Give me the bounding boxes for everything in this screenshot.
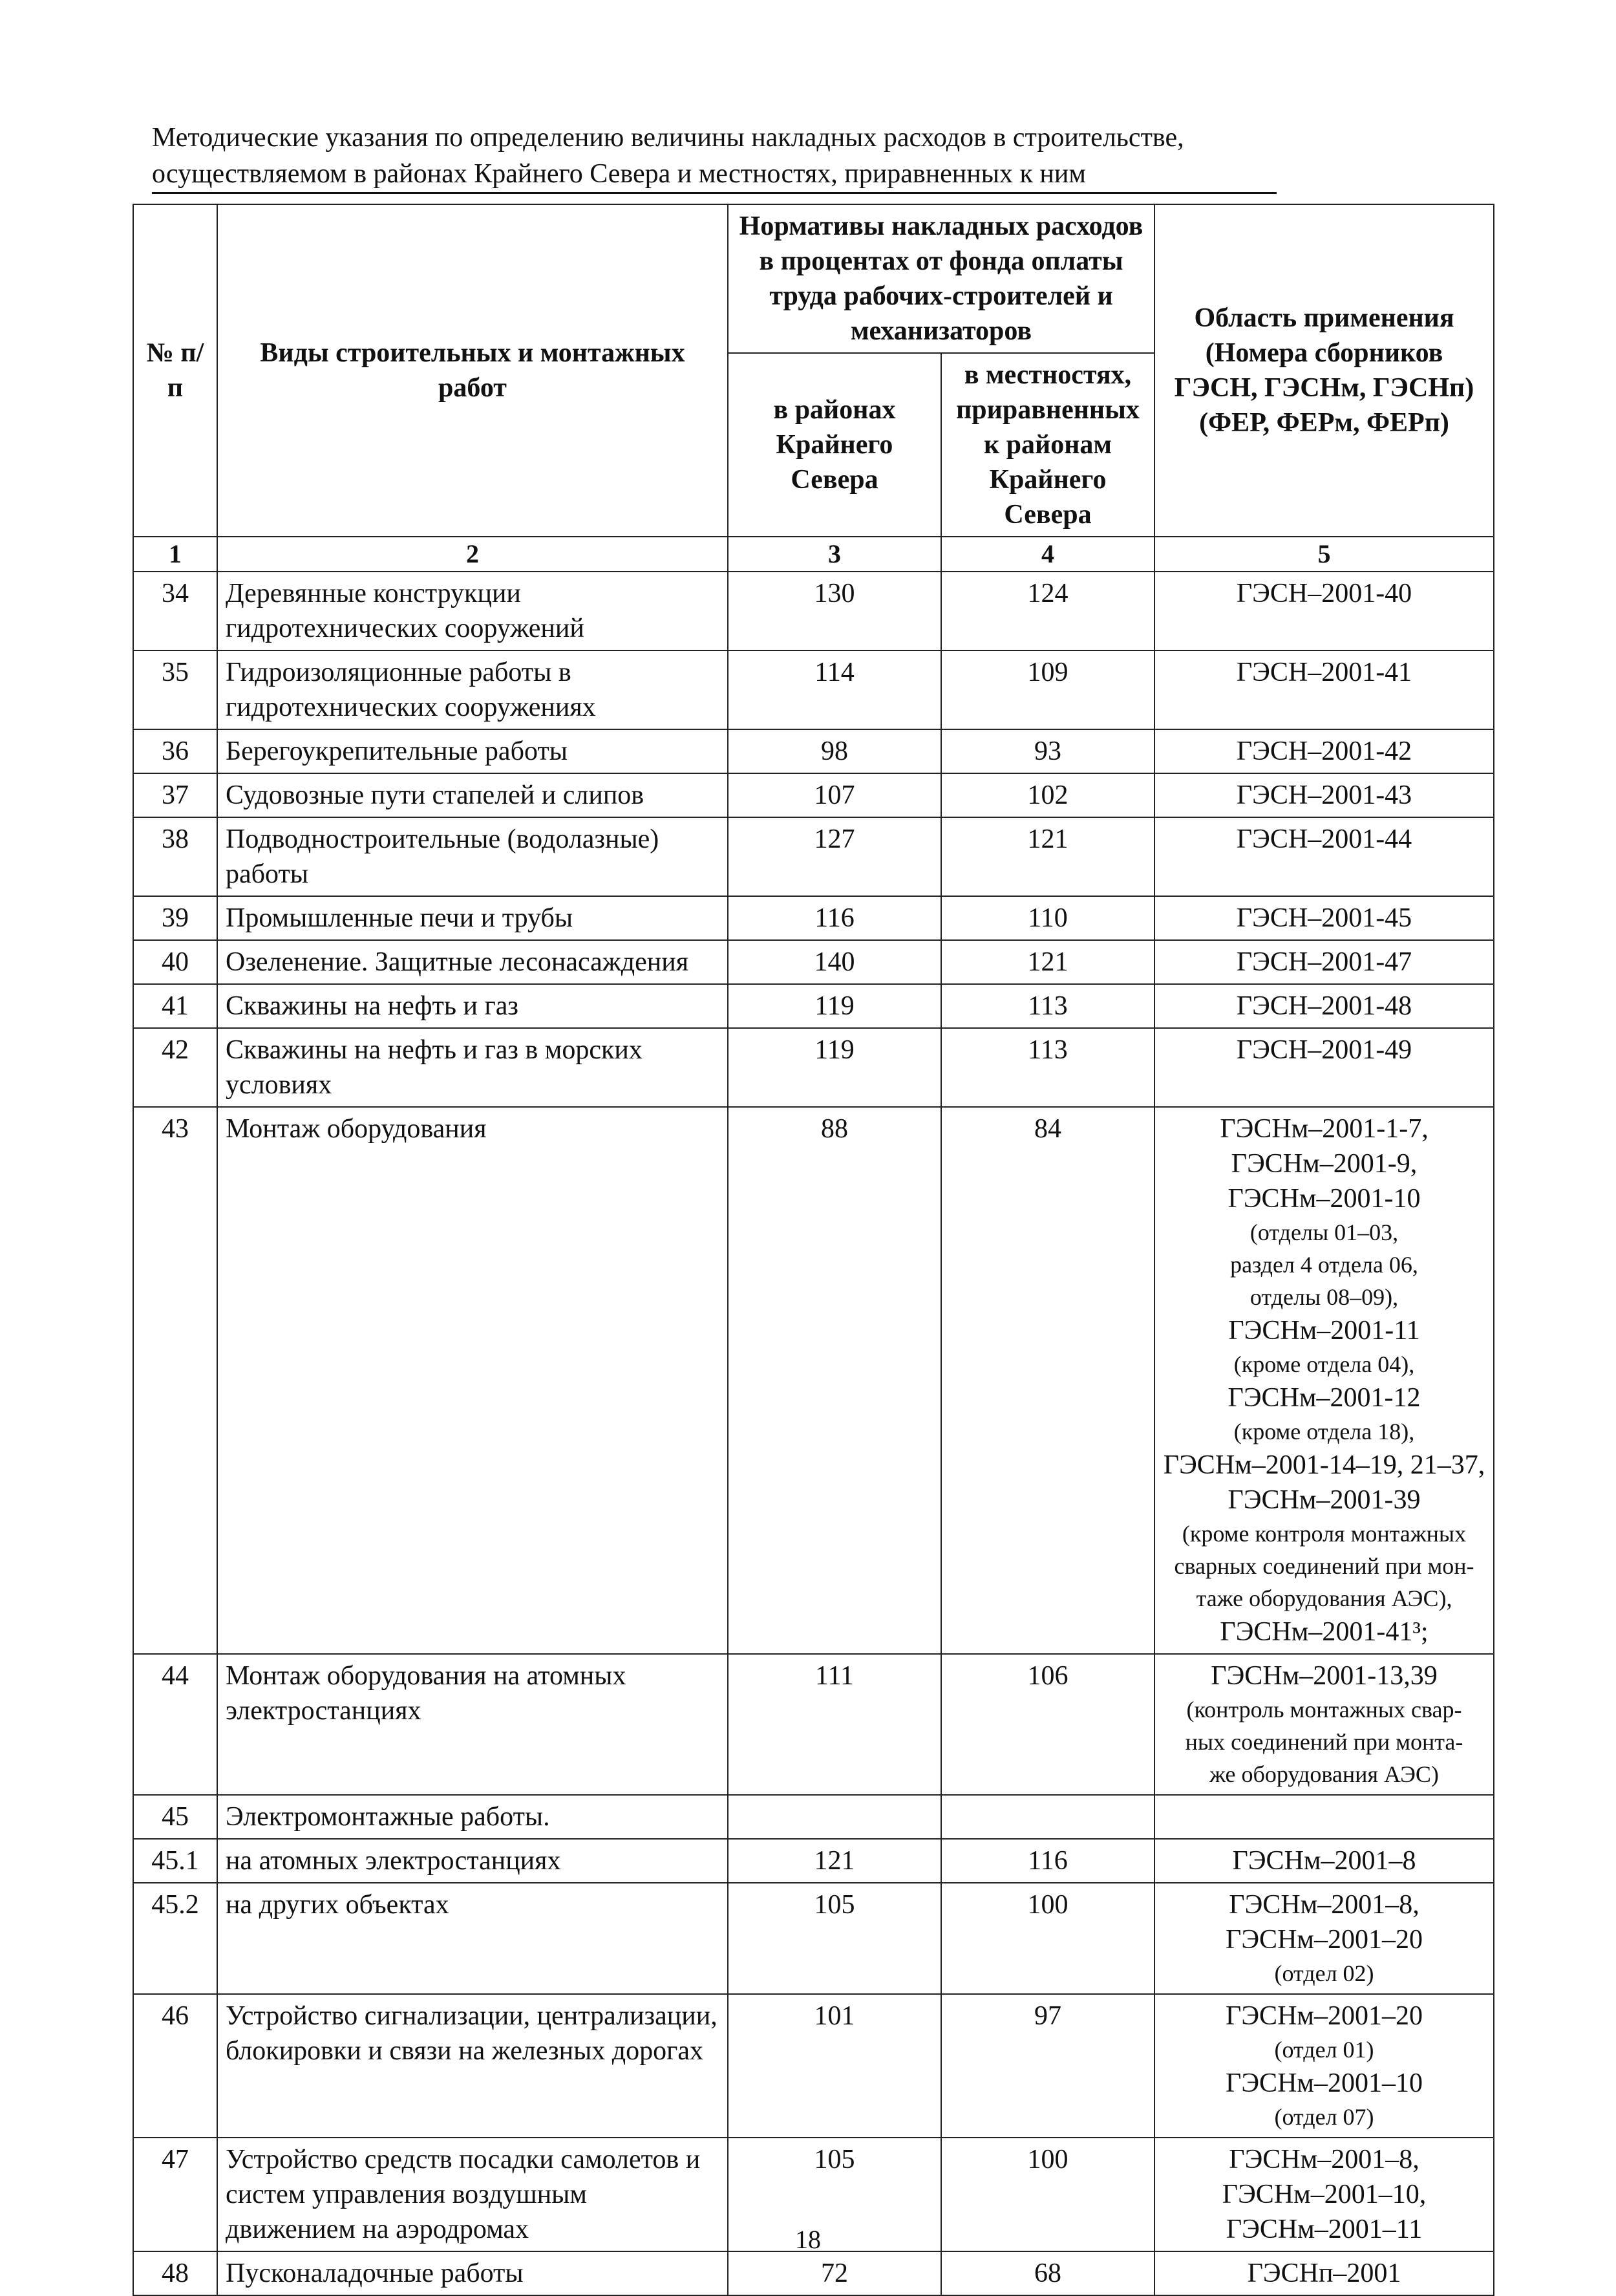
row-number: 45.2 (133, 1883, 217, 1994)
scope-line: ГЭСНм–2001-41³; (1220, 1617, 1429, 1647)
work-kind: на других объектах (217, 1883, 728, 1994)
scope-line: ГЭСН–2001-45 (1236, 903, 1412, 933)
column-number: 1 (133, 537, 217, 572)
scope-line: ГЭСНм–2001-12 (1228, 1383, 1421, 1413)
norm-equal: 84 (941, 1107, 1154, 1654)
table-row (133, 2251, 1494, 2295)
scope-cell (1154, 1795, 1494, 1839)
scope-line: ГЭСНм–2001–20 (1226, 2001, 1423, 2031)
scope-line: ГЭСНм–2001-14–19, 21–37, (1163, 1450, 1485, 1480)
table-row (133, 572, 1494, 650)
norm-north: 107 (728, 773, 941, 817)
norm-north: 105 (728, 2138, 941, 2251)
scope-line: ГЭСНм–2001–10, (1222, 2180, 1427, 2209)
row-number: 35 (133, 650, 217, 729)
work-kind: Устройство сигнализации, централизации, блокировки и связи на железных дорогах (217, 1994, 728, 2138)
header-scope: Область применения (Номера сборников ГЭСН, ГЭСНм, ГЭСНп) (ФЕР, ФЕРм, ФЕРп) (1154, 204, 1494, 537)
norm-north: 140 (728, 940, 941, 984)
scope-line: отделы 08–09), (1249, 1284, 1399, 1310)
work-kind: Промышленные печи и трубы (217, 896, 728, 940)
scope-line: (контроль монтажных свар- (1186, 1697, 1462, 1722)
work-kind: Гидроизоляционные работы в гидротехнических сооружениях (217, 650, 728, 729)
table-row (133, 940, 1494, 984)
scope-line: ГЭСНм–2001–8 (1232, 1846, 1416, 1876)
norm-equal: 97 (941, 1994, 1154, 2138)
scope-line: (отдел 07) (1274, 2104, 1374, 2130)
norm-north: 111 (728, 1654, 941, 1795)
work-kind: Монтаж оборудования (217, 1107, 728, 1654)
row-number: 43 (133, 1107, 217, 1654)
scope-line: ГЭСН–2001-47 (1236, 947, 1412, 977)
document-header (152, 120, 1277, 194)
norm-equal: 106 (941, 1654, 1154, 1795)
table-row (133, 729, 1494, 773)
scope-line: сварных соединений при мон- (1174, 1553, 1474, 1579)
norm-north (728, 1795, 941, 1839)
scope-cell (1154, 572, 1494, 650)
scope-line: ГЭСНп–2001 (1247, 2258, 1401, 2288)
scope-line: ГЭСНм–2001-11 (1228, 1316, 1420, 1346)
scope-cell (1154, 650, 1494, 729)
norm-north: 98 (728, 729, 941, 773)
norm-equal: 116 (941, 1839, 1154, 1883)
norm-equal: 102 (941, 773, 1154, 817)
header-norms: Нормативы накладных расходов в процентах от фонда оплаты труда рабочих-строителей и механизаторов (728, 204, 1154, 353)
header-north: в районах Крайнего Севера (728, 353, 941, 537)
table-row (133, 1883, 1494, 1994)
row-number: 46 (133, 1994, 217, 2138)
norm-equal: 124 (941, 572, 1154, 650)
scope-line: ных соединений при монта- (1185, 1729, 1463, 1755)
scope-line: ГЭСН–2001-44 (1236, 824, 1412, 854)
row-number: 41 (133, 984, 217, 1028)
norm-equal: 100 (941, 2138, 1154, 2251)
table-row (133, 896, 1494, 940)
norm-equal: 110 (941, 896, 1154, 940)
scope-line: ГЭСНм–2001–20 (1226, 1925, 1423, 1955)
scope-cell (1154, 729, 1494, 773)
row-number: 40 (133, 940, 217, 984)
scope-line: ГЭСНм–2001-10 (1228, 1184, 1421, 1214)
norm-north: 119 (728, 984, 941, 1028)
norm-north: 119 (728, 1028, 941, 1107)
scope-line: ГЭСН–2001-40 (1236, 579, 1412, 608)
row-number: 44 (133, 1654, 217, 1795)
column-number: 4 (941, 537, 1154, 572)
scope-line: ГЭСНм–2001-1-7, (1220, 1114, 1429, 1144)
row-number: 34 (133, 572, 217, 650)
work-kind: на атомных электростанциях (217, 1839, 728, 1883)
header-line-2: осуществляемом в районах Крайнего Севера и местностях, приравненных к ним (152, 156, 1277, 194)
scope-cell (1154, 896, 1494, 940)
scope-line: ГЭСН–2001-49 (1236, 1035, 1412, 1065)
scope-line: ГЭСНм–2001–8, (1229, 1890, 1419, 1920)
norm-equal: 109 (941, 650, 1154, 729)
scope-line: (кроме отдела 18), (1233, 1419, 1415, 1444)
table-row (133, 773, 1494, 817)
scope-line: ГЭСН–2001-41 (1236, 658, 1412, 687)
scope-line: ГЭСН–2001-43 (1236, 780, 1412, 810)
table-row (133, 984, 1494, 1028)
scope-cell (1154, 940, 1494, 984)
work-kind: Скважины на нефть и газ (217, 984, 728, 1028)
row-number: 38 (133, 817, 217, 896)
row-number: 42 (133, 1028, 217, 1107)
scope-line: ГЭСНм–2001-9, (1231, 1149, 1418, 1179)
table-row (133, 1107, 1494, 1654)
row-number: 39 (133, 896, 217, 940)
scope-cell (1154, 1883, 1494, 1994)
norm-north: 121 (728, 1839, 941, 1883)
norm-north: 130 (728, 572, 941, 650)
scope-cell (1154, 1107, 1494, 1654)
scope-cell (1154, 1994, 1494, 2138)
scope-line: (кроме контроля монтажных (1182, 1521, 1467, 1547)
work-kind: Озеленение. Защитные лесонасаждения (217, 940, 728, 984)
norm-north: 72 (728, 2251, 941, 2295)
scope-cell (1154, 1028, 1494, 1107)
table-row (133, 1654, 1494, 1795)
norm-equal: 93 (941, 729, 1154, 773)
scope-line: раздел 4 отдела 06, (1230, 1252, 1418, 1278)
row-number: 36 (133, 729, 217, 773)
table-body (133, 572, 1494, 2295)
scope-line: ГЭСНм–2001–11 (1226, 2215, 1423, 2244)
header-num: № п/п (133, 204, 217, 537)
norm-north: 116 (728, 896, 941, 940)
header-line-1: Методические указания по определению величины накладных расходов в строительстве, (152, 123, 1184, 153)
row-number: 45 (133, 1795, 217, 1839)
norm-equal: 100 (941, 1883, 1154, 1994)
work-kind: Пусконаладочные работы (217, 2251, 728, 2295)
norm-north: 127 (728, 817, 941, 896)
norm-equal (941, 1795, 1154, 1839)
scope-cell (1154, 817, 1494, 896)
row-number: 45.1 (133, 1839, 217, 1883)
header-kind: Виды строительных и монтажных работ (217, 204, 728, 537)
column-number: 3 (728, 537, 941, 572)
work-kind: Судовозные пути стапелей и слипов (217, 773, 728, 817)
work-kind: Монтаж оборудования на атомных электростанциях (217, 1654, 728, 1795)
row-number: 47 (133, 2138, 217, 2251)
scope-line: ГЭСН–2001-42 (1236, 736, 1412, 766)
row-number: 48 (133, 2251, 217, 2295)
column-number: 2 (217, 537, 728, 572)
scope-line: (кроме отдела 04), (1233, 1351, 1415, 1377)
work-kind: Скважины на нефть и газ в морских условиях (217, 1028, 728, 1107)
table-row (133, 1795, 1494, 1839)
work-kind: Подводностроительные (водолазные) работы (217, 817, 728, 896)
norm-north: 114 (728, 650, 941, 729)
scope-cell (1154, 984, 1494, 1028)
norm-equal: 113 (941, 1028, 1154, 1107)
table-row (133, 650, 1494, 729)
scope-line: ГЭСН–2001-48 (1236, 991, 1412, 1021)
page-number: 18 (795, 2225, 821, 2254)
scope-line: ГЭСНм–2001–10 (1226, 2068, 1423, 2098)
overhead-norms-table (133, 204, 1494, 2296)
scope-cell (1154, 1839, 1494, 1883)
table-row (133, 1028, 1494, 1107)
scope-line: ГЭСНм–2001–8, (1229, 2145, 1419, 2174)
scope-cell (1154, 1654, 1494, 1795)
scope-line: же оборудования АЭС) (1209, 1761, 1439, 1787)
work-kind: Устройство средств посадки самолетов и систем управления воздушным движением на аэродромах (217, 2138, 728, 2251)
column-number-row (133, 537, 1494, 572)
table-row (133, 1994, 1494, 2138)
row-number: 37 (133, 773, 217, 817)
scope-line: (отделы 01–03, (1249, 1219, 1399, 1245)
scope-line: таже оборудования АЭС), (1196, 1585, 1452, 1611)
work-kind: Электромонтажные работы. (217, 1795, 728, 1839)
norm-equal: 68 (941, 2251, 1154, 2295)
norm-equal: 113 (941, 984, 1154, 1028)
scope-line: ГЭСНм–2001-13,39 (1211, 1661, 1438, 1691)
scope-line: ГЭСНм–2001-39 (1228, 1485, 1421, 1515)
norm-north: 88 (728, 1107, 941, 1654)
norm-north: 101 (728, 1994, 941, 2138)
norm-equal: 121 (941, 817, 1154, 896)
work-kind: Берегоукрепительные работы (217, 729, 728, 773)
norm-equal: 121 (941, 940, 1154, 984)
column-number: 5 (1154, 537, 1494, 572)
work-kind: Деревянные конструкции гидротехнических сооружений (217, 572, 728, 650)
table-row (133, 1839, 1494, 1883)
norm-north: 105 (728, 1883, 941, 1994)
scope-cell (1154, 773, 1494, 817)
header-equal: в местностях, приравненных к районам Крайнего Севера (941, 353, 1154, 537)
scope-cell (1154, 2251, 1494, 2295)
table-row (133, 817, 1494, 896)
scope-line: (отдел 01) (1274, 2037, 1374, 2063)
scope-line: (отдел 02) (1274, 1960, 1374, 1986)
